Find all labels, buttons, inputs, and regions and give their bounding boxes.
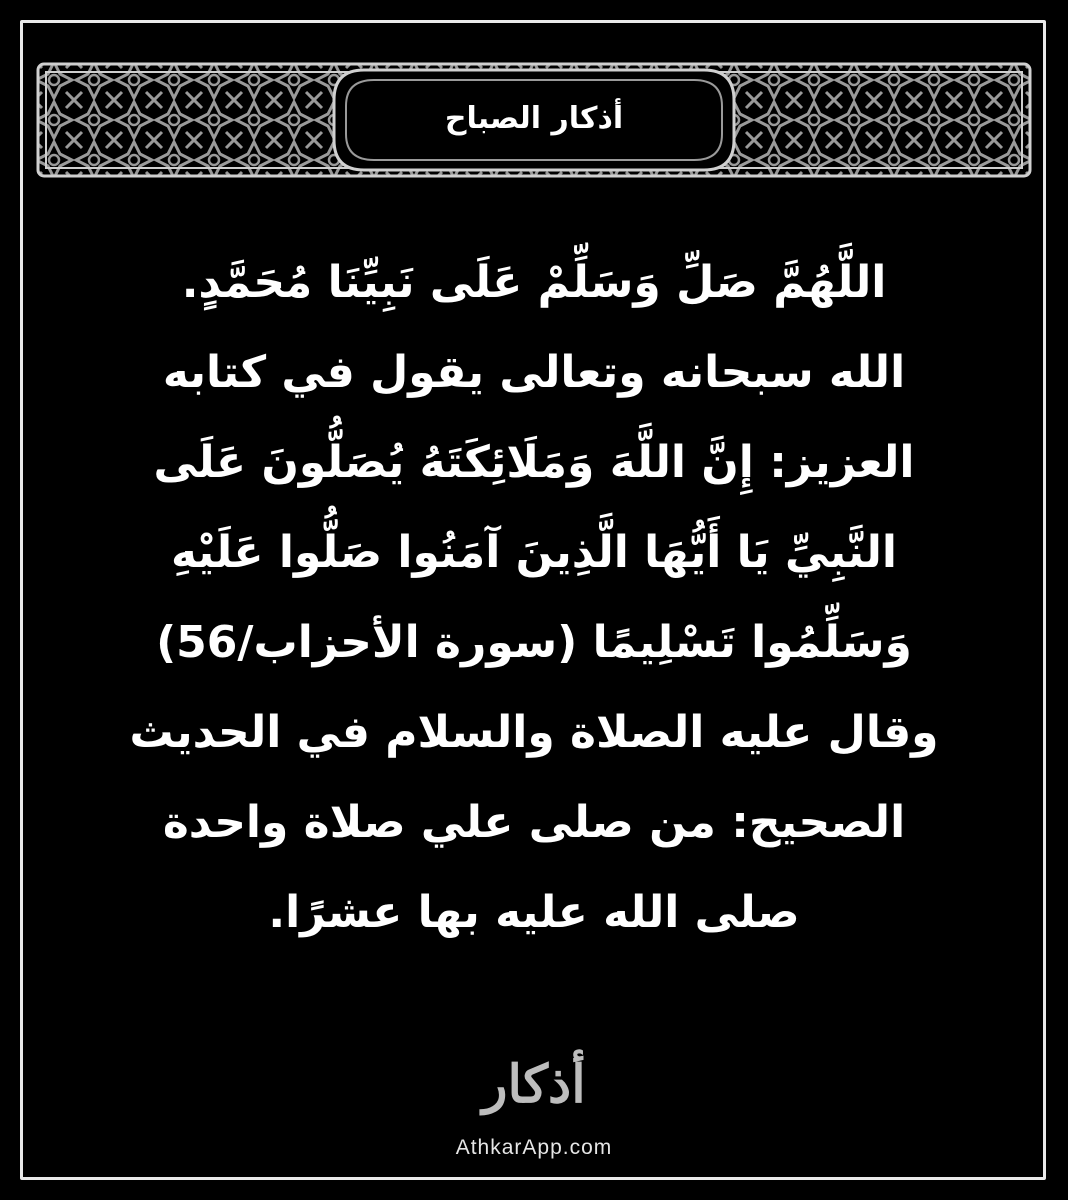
dhikr-text — [60, 238, 1008, 958]
logo-calligraphy: أذكار — [482, 1054, 586, 1115]
header-banner — [34, 60, 1034, 180]
text-line: الصحيح: من صلى علي صلاة واحدة — [162, 797, 906, 848]
text-line: النَّبِيِّ يَا أَيُّهَا الَّذِينَ آمَنُوا صَلُّوا عَلَيْهِ — [170, 527, 898, 578]
website-url: AthkarApp.com — [455, 1136, 613, 1159]
text-line: العزيز: إِنَّ اللَّهَ وَمَلَائِكَتَهُ يُصَلُّونَ عَلَى — [153, 437, 915, 488]
text-line: الله سبحانه وتعالى يقول في كتابه — [162, 347, 906, 398]
banner-title: أذكار الصباح — [444, 100, 624, 136]
text-line: صلى الله عليه بها عشرًا. — [268, 887, 800, 938]
text-line: اللَّهُمَّ صَلِّ وَسَلِّمْ عَلَى نَبِيِّنَا مُحَمَّدٍ. — [181, 257, 887, 308]
app-logo — [474, 1050, 594, 1130]
text-line: وَسَلِّمُوا تَسْلِيمًا (سورة الأحزاب/56) — [156, 617, 912, 668]
text-line: وقال عليه الصلاة والسلام في الحديث — [129, 707, 939, 758]
